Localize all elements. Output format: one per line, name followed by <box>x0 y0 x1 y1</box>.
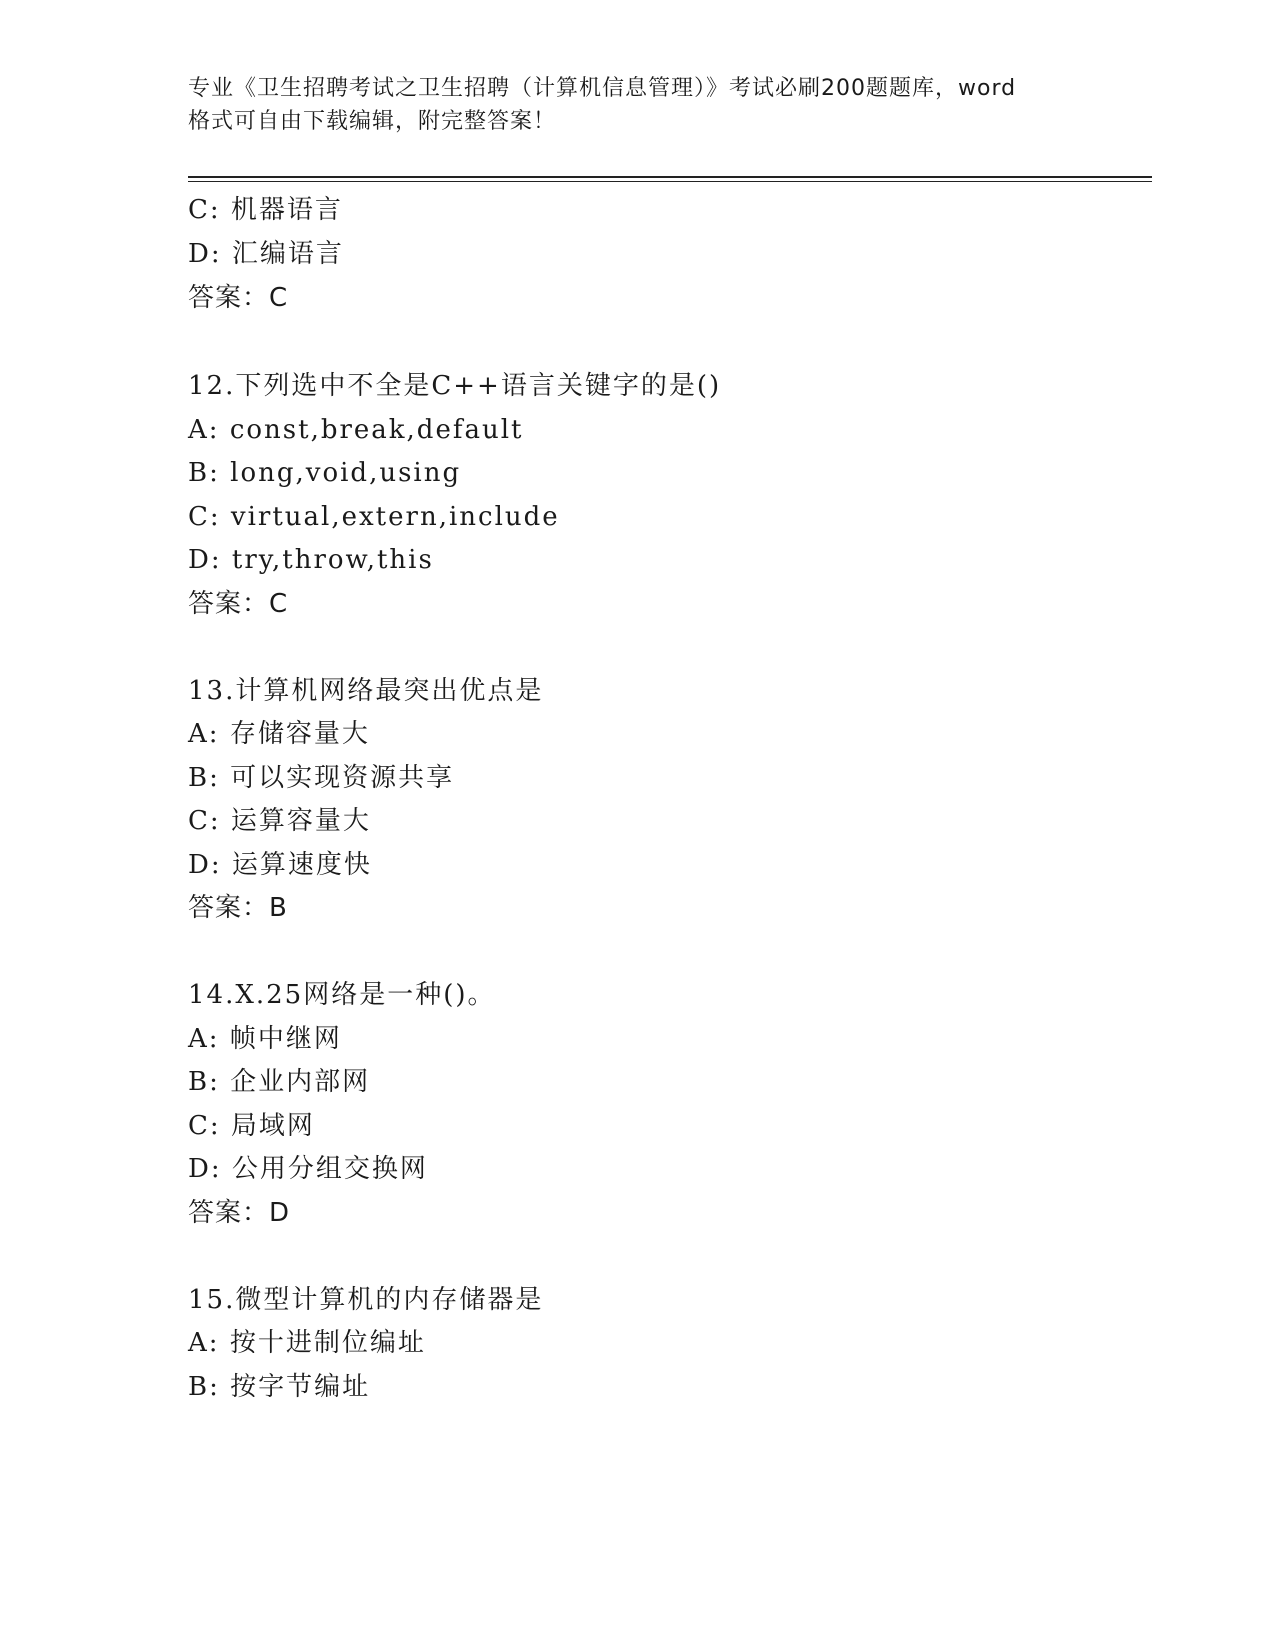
answer-line: 答案：D <box>188 1198 291 1228</box>
option-line <box>188 238 344 270</box>
option-line <box>188 849 372 881</box>
option-text: 按字节编址 <box>230 1372 371 1402</box>
header-divider-thick <box>188 176 1152 178</box>
option-line <box>188 805 371 837</box>
option-label: C: <box>188 502 221 532</box>
option-line <box>188 194 343 226</box>
option-line <box>188 1066 370 1098</box>
option-label: C: <box>188 806 221 836</box>
option-text: 公用分组交换网 <box>231 1154 428 1184</box>
option-label: D: <box>188 239 222 269</box>
option-label: D: <box>188 850 222 880</box>
option-line <box>188 718 370 750</box>
option-text: long,void,using <box>230 458 462 488</box>
question-stem: 15.微型计算机的内存储器是 <box>188 1285 544 1315</box>
option-text: const,break,default <box>229 415 524 445</box>
option-line <box>188 1110 315 1142</box>
answer-line: 答案：B <box>188 893 288 923</box>
option-label: A: <box>188 719 220 749</box>
option-text: 局域网 <box>230 1111 315 1141</box>
option-text: 运算容量大 <box>230 806 371 836</box>
option-text: try,throw,this <box>231 545 434 575</box>
question-stem: 12.下列选中不全是C++语言关键字的是() <box>188 371 722 401</box>
option-text: 企业内部网 <box>230 1067 371 1097</box>
option-text: 机器语言 <box>230 195 343 225</box>
option-line <box>188 1327 426 1359</box>
option-line <box>188 1023 342 1055</box>
option-text: 帧中继网 <box>229 1024 342 1054</box>
option-text: 按十进制位编址 <box>229 1328 426 1358</box>
option-label: D: <box>188 1154 222 1184</box>
question-stem: 14.X.25网络是一种()。 <box>188 980 496 1010</box>
option-line <box>188 457 461 489</box>
option-label: B: <box>188 1067 220 1097</box>
answer-line: 答案：C <box>188 283 289 313</box>
header-divider-thin <box>188 181 1152 182</box>
option-label: C: <box>188 1111 221 1141</box>
option-line <box>188 1153 428 1185</box>
option-text: 运算速度快 <box>231 850 372 880</box>
option-label: C: <box>188 195 221 225</box>
option-text: virtual,extern,include <box>230 502 560 532</box>
option-label: B: <box>188 763 220 793</box>
option-label: A: <box>188 1328 220 1358</box>
header-line-2: 格式可自由下载编辑，附完整答案！ <box>188 109 557 134</box>
option-line <box>188 501 560 533</box>
option-line <box>188 762 454 794</box>
option-line <box>188 544 434 576</box>
option-text: 存储容量大 <box>229 719 370 749</box>
question-stem: 13.计算机网络最突出优点是 <box>188 676 544 706</box>
option-text: 汇编语言 <box>231 239 344 269</box>
option-label: A: <box>188 415 220 445</box>
document-header <box>188 72 1088 138</box>
option-label: A: <box>188 1024 220 1054</box>
answer-line: 答案：C <box>188 589 289 619</box>
option-text: 可以实现资源共享 <box>230 763 455 793</box>
option-line <box>188 1371 370 1403</box>
header-line-1: 专业《卫生招聘考试之卫生招聘（计算机信息管理）》考试必刷200题题库，word <box>188 76 1017 101</box>
option-label: B: <box>188 458 220 488</box>
option-line <box>188 414 523 446</box>
option-label: D: <box>188 545 222 575</box>
option-label: B: <box>188 1372 220 1402</box>
